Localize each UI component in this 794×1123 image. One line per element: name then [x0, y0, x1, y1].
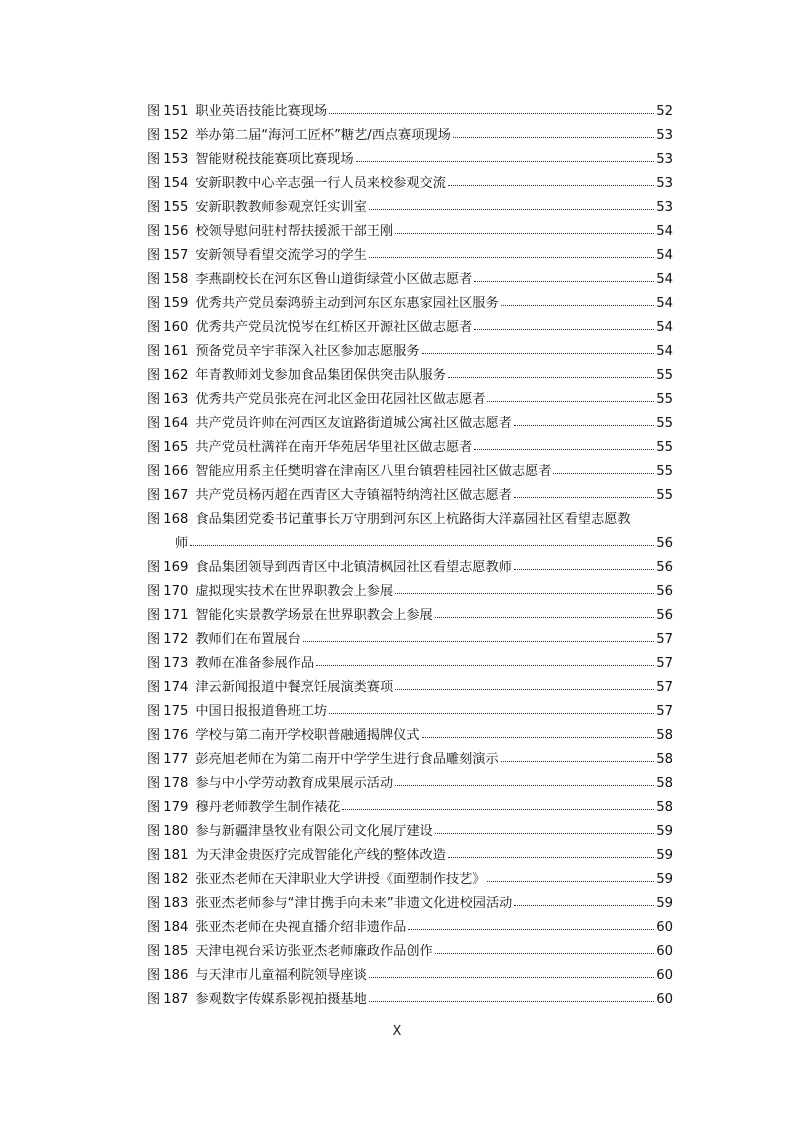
- toc-entry[interactable]: [147, 988, 673, 1012]
- figure-title: 参与新疆津垦牧业有限公司文化展厅建设: [195, 824, 433, 839]
- page-ref: 60: [656, 968, 673, 983]
- figure-label: 图 153: [147, 152, 189, 167]
- figure-title: 穆丹老师教学生制作裱花: [195, 800, 341, 815]
- toc-entry[interactable]: [147, 844, 673, 868]
- figure-title: 智能财税技能赛项比赛现场: [195, 152, 354, 167]
- dot-leader: [474, 327, 654, 330]
- figure-title: 津云新闻报道中餐烹饪展演类赛项: [195, 680, 394, 695]
- toc-entry[interactable]: [147, 484, 673, 508]
- page-ref: 59: [656, 824, 673, 839]
- toc-entry[interactable]: [147, 700, 673, 724]
- dot-leader: [435, 615, 654, 618]
- toc-entry[interactable]: [147, 916, 673, 940]
- figure-label: 图 175: [147, 704, 189, 719]
- table-of-figures: [147, 100, 673, 1012]
- figure-title: 与天津市儿童福利院领导座谈: [195, 968, 367, 983]
- figure-title: 优秀共产党员沈悦岑在红桥区开源社区做志愿者: [195, 320, 473, 335]
- figure-label: 图 180: [147, 824, 189, 839]
- toc-entry[interactable]: [147, 964, 673, 988]
- figure-label: 图 160: [147, 320, 189, 335]
- dot-leader: [190, 543, 654, 546]
- toc-entry[interactable]: [147, 292, 673, 316]
- figure-title: 安新职教教师参观烹饪实训室: [195, 200, 367, 215]
- page-ref: 57: [656, 632, 673, 647]
- toc-entry[interactable]: [147, 148, 673, 172]
- page-ref: 60: [656, 992, 673, 1007]
- page-ref: 55: [656, 368, 673, 383]
- toc-entry[interactable]: [147, 436, 673, 460]
- figure-label: 图 156: [147, 224, 189, 239]
- toc-entry[interactable]: [147, 892, 673, 916]
- figure-title: 安新领导看望交流学习的学生: [195, 248, 367, 263]
- toc-entry[interactable]: [147, 580, 673, 604]
- figure-title: 智能化实景教学场景在世界职教会上参展: [195, 608, 433, 623]
- dot-leader: [369, 975, 654, 978]
- figure-label: 图 176: [147, 728, 189, 743]
- dot-leader: [395, 591, 654, 594]
- figure-label: 图 157: [147, 248, 189, 263]
- figure-label: 图 168: [147, 512, 189, 527]
- figure-label: 图 161: [147, 344, 189, 359]
- page-ref: 56: [656, 536, 673, 551]
- figure-title: 预备党员辛宇菲深入社区参加志愿服务: [195, 344, 420, 359]
- dot-leader: [435, 831, 654, 834]
- dot-leader: [342, 807, 654, 810]
- toc-entry[interactable]: [147, 748, 673, 772]
- figure-label: 图 187: [147, 992, 189, 1007]
- figure-label: 图 167: [147, 488, 189, 503]
- figure-title: 职业英语技能比赛现场: [195, 104, 328, 119]
- figure-title: 优秀共产党员张亮在河北区金田花园社区做志愿者: [195, 392, 486, 407]
- figure-title: 食品集团党委书记董事长万守朋到河东区上杭路街大洋嘉园社区看望志愿教: [195, 512, 631, 527]
- page-ref: 58: [656, 752, 673, 767]
- dot-leader: [435, 951, 654, 954]
- page-ref: 55: [656, 440, 673, 455]
- page-ref: 54: [656, 248, 673, 263]
- figure-title-continued: 师: [175, 536, 189, 551]
- figure-label: 图 182: [147, 872, 189, 887]
- page-ref: 59: [656, 896, 673, 911]
- page-ref: 53: [656, 200, 673, 215]
- dot-leader: [303, 639, 654, 642]
- page-ref: 55: [656, 464, 673, 479]
- figure-label: 图 186: [147, 968, 189, 983]
- page-ref: 54: [656, 344, 673, 359]
- page-ref: 60: [656, 944, 673, 959]
- figure-title: 教师们在布置展台: [195, 632, 301, 647]
- page-ref: 55: [656, 392, 673, 407]
- figure-title: 校领导慰问驻村帮扶援派干部王刚: [195, 224, 394, 239]
- dot-leader: [448, 183, 654, 186]
- figure-label: 图 178: [147, 776, 189, 791]
- figure-title: 虚拟现实技术在世界职教会上参展: [195, 584, 394, 599]
- dot-leader: [514, 567, 654, 570]
- page-ref: 60: [656, 920, 673, 935]
- dot-leader: [369, 207, 654, 210]
- dot-leader: [422, 351, 655, 354]
- figure-label: 图 170: [147, 584, 189, 599]
- toc-entry[interactable]: [147, 604, 673, 628]
- toc-entry[interactable]: [147, 172, 673, 196]
- page-ref: 56: [656, 584, 673, 599]
- figure-label: 图 179: [147, 800, 189, 815]
- toc-entry[interactable]: [147, 556, 673, 580]
- figure-label: 图 165: [147, 440, 189, 455]
- page-ref: 56: [656, 608, 673, 623]
- toc-entry[interactable]: [147, 820, 673, 844]
- toc-entry[interactable]: [147, 508, 673, 556]
- figure-title: 教师在准备参展作品: [195, 656, 315, 671]
- toc-entry[interactable]: [147, 460, 673, 484]
- page-ref: 56: [656, 560, 673, 575]
- figure-label: 图 152: [147, 128, 189, 143]
- figure-label: 图 164: [147, 416, 189, 431]
- page-ref: 53: [656, 176, 673, 191]
- toc-entry[interactable]: [147, 868, 673, 892]
- figure-title: 张亚杰老师参与“津甘携手向未来”非遗文化进校园活动: [195, 896, 513, 911]
- page-ref: 52: [656, 104, 673, 119]
- dot-leader: [453, 135, 654, 138]
- figure-label: 图 158: [147, 272, 189, 287]
- toc-entry[interactable]: [147, 268, 673, 292]
- toc-entry[interactable]: [147, 940, 673, 964]
- dot-leader: [369, 999, 654, 1002]
- dot-leader: [422, 735, 655, 738]
- figure-title: 学校与第二南开学校职普融通揭牌仪式: [195, 728, 420, 743]
- figure-label: 图 171: [147, 608, 189, 623]
- figure-label: 图 172: [147, 632, 189, 647]
- page-ref: 54: [656, 320, 673, 335]
- toc-entry[interactable]: [147, 364, 673, 388]
- figure-title: 张亚杰老师在央视直播介绍非遗作品: [195, 920, 407, 935]
- dot-leader: [356, 159, 655, 162]
- page-ref: 58: [656, 800, 673, 815]
- dot-leader: [474, 279, 654, 282]
- toc-entry[interactable]: [147, 388, 673, 412]
- figure-title: 李燕副校长在河东区鲁山道街绿萱小区做志愿者: [195, 272, 473, 287]
- figure-title: 彭亮旭老师在为第二南开中学学生进行食品雕刻演示: [195, 752, 499, 767]
- toc-entry[interactable]: [147, 412, 673, 436]
- figure-title: 参与中小学劳动教育成果展示活动: [195, 776, 394, 791]
- figure-title: 年青教师刘戈参加食品集团保供突击队服务: [195, 368, 446, 383]
- toc-entry[interactable]: [147, 220, 673, 244]
- figure-title: 共产党员许帅在河西区友谊路街道城公寓社区做志愿者: [195, 416, 512, 431]
- figure-title: 智能应用系主任樊明睿在津南区八里台镇碧桂园社区做志愿者: [195, 464, 552, 479]
- toc-entry[interactable]: [147, 796, 673, 820]
- dot-leader: [514, 423, 654, 426]
- page-ref: 53: [656, 152, 673, 167]
- dot-leader: [514, 903, 654, 906]
- dot-leader: [514, 495, 654, 498]
- page-ref: 54: [656, 296, 673, 311]
- page-ref: 57: [656, 680, 673, 695]
- page-number: X: [392, 1024, 402, 1039]
- figure-title: 共产党员杜满祥在南开华苑居华里社区做志愿者: [195, 440, 473, 455]
- dot-leader: [501, 303, 655, 306]
- figure-label: 图 174: [147, 680, 189, 695]
- dot-leader: [487, 399, 654, 402]
- dot-leader: [395, 231, 654, 234]
- toc-entry[interactable]: [147, 244, 673, 268]
- figure-label: 图 173: [147, 656, 189, 671]
- figure-label: 图 183: [147, 896, 189, 911]
- dot-leader: [448, 855, 654, 858]
- figure-label: 图 169: [147, 560, 189, 575]
- page-ref: 53: [656, 128, 673, 143]
- page-ref: 55: [656, 488, 673, 503]
- dot-leader: [487, 879, 654, 882]
- page-ref: 58: [656, 728, 673, 743]
- page-ref: 54: [656, 224, 673, 239]
- dot-leader: [395, 687, 654, 690]
- figure-title: 参观数字传媒系影视拍摄基地: [195, 992, 367, 1007]
- figure-label: 图 159: [147, 296, 189, 311]
- figure-title: 张亚杰老师在天津职业大学讲授《面塑制作技艺》: [195, 872, 486, 887]
- page-ref: 55: [656, 416, 673, 431]
- figure-title: 优秀共产党员秦鸿骄主动到河东区东惠家园社区服务: [195, 296, 499, 311]
- toc-entry[interactable]: [147, 676, 673, 700]
- figure-title: 安新职教中心辛志强一行人员来校参观交流: [195, 176, 446, 191]
- toc-entry[interactable]: [147, 724, 673, 748]
- figure-label: 图 154: [147, 176, 189, 191]
- figure-title: 中国日报报道鲁班工坊: [195, 704, 328, 719]
- page-ref: 54: [656, 272, 673, 287]
- figure-label: 图 184: [147, 920, 189, 935]
- figure-title: 为天津金贵医疗完成智能化产线的整体改造: [195, 848, 446, 863]
- dot-leader: [369, 255, 654, 258]
- toc-entry[interactable]: [147, 196, 673, 220]
- toc-entry[interactable]: [147, 772, 673, 796]
- dot-leader: [316, 663, 654, 666]
- dot-leader: [501, 759, 655, 762]
- dot-leader: [448, 375, 654, 378]
- figure-label: 图 181: [147, 848, 189, 863]
- dot-leader: [553, 471, 654, 474]
- figure-title: 共产党员杨丙超在西青区大寺镇福特纳湾社区做志愿者: [195, 488, 512, 503]
- toc-entry[interactable]: [147, 100, 673, 124]
- toc-entry[interactable]: [147, 316, 673, 340]
- toc-entry[interactable]: [147, 340, 673, 364]
- page-ref: 57: [656, 704, 673, 719]
- dot-leader: [395, 783, 654, 786]
- dot-leader: [329, 711, 654, 714]
- figure-label: 图 163: [147, 392, 189, 407]
- figure-label: 图 185: [147, 944, 189, 959]
- figure-label: 图 177: [147, 752, 189, 767]
- toc-entry[interactable]: [147, 628, 673, 652]
- figure-title: 举办第二届“海河工匠杯”糖艺/西点赛项现场: [195, 128, 451, 143]
- page-ref: 59: [656, 872, 673, 887]
- dot-leader: [474, 447, 654, 450]
- dot-leader: [408, 927, 654, 930]
- figure-title: 天津电视台采访张亚杰老师廉政作品创作: [195, 944, 433, 959]
- page-ref: 57: [656, 656, 673, 671]
- figure-title: 食品集团领导到西青区中北镇清枫园社区看望志愿教师: [195, 560, 512, 575]
- figure-label: 图 162: [147, 368, 189, 383]
- toc-entry[interactable]: [147, 124, 673, 148]
- dot-leader: [329, 111, 654, 114]
- figure-label: 图 155: [147, 200, 189, 215]
- page-ref: 58: [656, 776, 673, 791]
- figure-label: 图 151: [147, 104, 189, 119]
- page-ref: 59: [656, 848, 673, 863]
- toc-entry[interactable]: [147, 652, 673, 676]
- figure-label: 图 166: [147, 464, 189, 479]
